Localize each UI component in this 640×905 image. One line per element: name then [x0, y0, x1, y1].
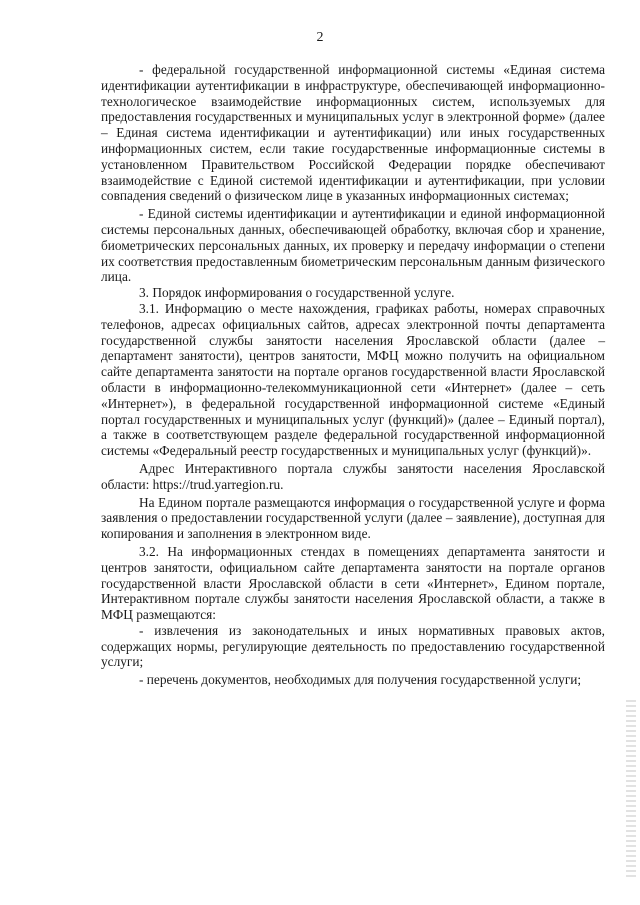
paragraph-esia: - федеральной государственной информационной системы «Единая система идентификации аутентификации в инфраструктуре, обеспечивающей информационно-технологическое взаимодействие информационных систем, используемых для предоставления государственных и муниципальных услуг в электронной форме» (далее – Единая система идентификации и аутентификации) или иных государственных информационных систем, если такие государственные информационные системы в установленном Правительством Российской Федерации порядке обеспечивают взаимодействие с Единой системой идентификации и аутентификации, при условии совпадения сведений о физическом лице в указанных информационных системах;: [101, 62, 605, 204]
paragraph-portal-address: Адрес Интерактивного портала службы занятости населения Ярославской области: https://trud.yarregion.ru.: [101, 460, 605, 492]
paragraph-unified-portal: На Едином портале размещаются информация о государственной услуге и форма заявления о предоставлении государственной услуги (далее – заявление), доступная для копирования и заполнения в электронном виде.: [101, 494, 605, 542]
paragraph-3-2: 3.2. На информационных стендах в помещениях департамента занятости и центров занятости, официальном сайте департамента занятости на портале органов государственной власти Ярославской области в сети «Интернет», Едином портале, Интерактивном портале службы занятости населения Ярославской области, а также в МФЦ размещаются:: [101, 543, 605, 623]
section-heading: 3. Порядок информирования о государственной услуге.: [139, 285, 455, 301]
scan-edge-mark: [626, 700, 636, 880]
document-body: [101, 62, 605, 688]
paragraph-3-1: 3.1. Информацию о месте нахождения, графиках работы, номерах справочных телефонов, адресах официальных сайтов, адресах электронной почты департамента государственной службы занятости населения Ярославской области (далее – департамент занятости), центров занятости, МФЦ можно получить на официальном сайте департамента занятости на портале органов государственной власти Ярославской области в информационно-телекоммуникационной сети «Интернет» (далее – сеть «Интернет»), в федеральной государственной информационной системе «Единый портал государственных и муниципальных услуг (функций)» (далее – Единый портал), а также в соответствующем разделе федеральной государственной информационной системы «Федеральный реестр государственных и муниципальных услуг (функций)».: [101, 300, 605, 459]
list-item-documents: - перечень документов, необходимых для получения государственной услуги;: [139, 672, 582, 688]
page-number: 2: [316, 30, 324, 45]
paragraph-biometrics: - Единой системы идентификации и аутентификации и единой информационной системы персональных данных, обеспечивающей обработку, включая сбор и хранение, биометрических персональных данных, их проверку и передачу информации о степени их соответствия предоставленным биометрическим персональным данным физического лица.: [101, 206, 605, 285]
list-item-legal-extracts: - извлечения из законодательных и иных нормативных правовых актов, содержащих нормы, регулирующие деятельность по предоставлению государственной услуги;: [101, 622, 605, 670]
